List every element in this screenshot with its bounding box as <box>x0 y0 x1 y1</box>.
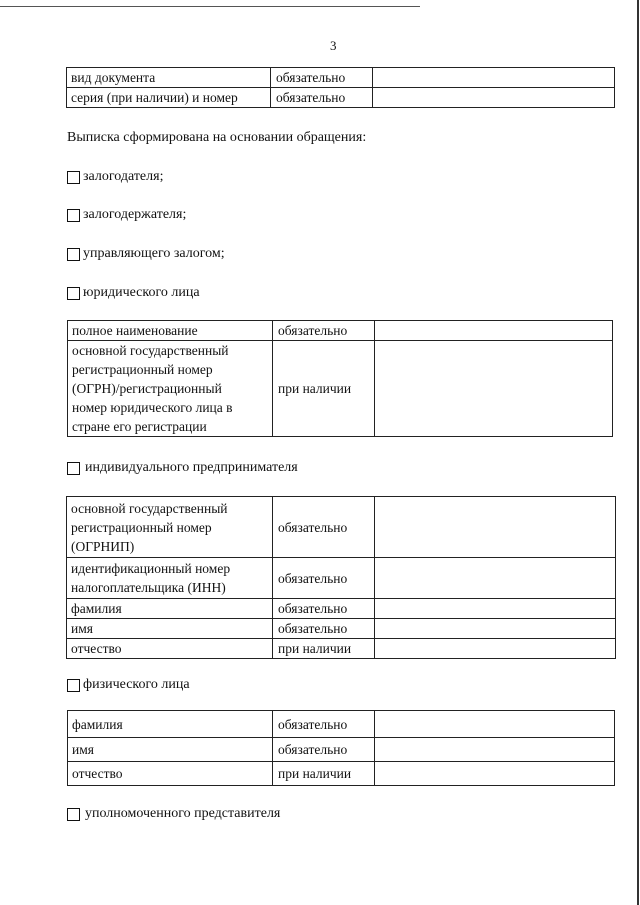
field-cell: серия (при наличии) и номер <box>67 88 271 108</box>
checkbox-pledgee[interactable] <box>67 209 80 222</box>
intro-paragraph: Выписка сформирована на основании обращения: <box>67 130 367 145</box>
field-cell: фамилия <box>68 711 273 738</box>
option-pledgor[interactable] <box>67 169 163 185</box>
table-row <box>68 738 615 762</box>
field-cell <box>67 558 273 599</box>
field-line: налогоплательщика (ИНН) <box>71 580 226 595</box>
option-label: управляющего залогом; <box>83 246 225 261</box>
option-label: юридического лица <box>83 285 200 300</box>
field-cell: вид документа <box>67 68 271 88</box>
requirement-cell: обязательно <box>273 599 375 619</box>
field-cell: полное наименование <box>68 321 273 341</box>
checkbox-pledgor[interactable] <box>67 171 80 184</box>
requirement-cell: обязательно <box>273 711 375 738</box>
option-label: залогодателя; <box>83 169 164 184</box>
checkbox-individual[interactable] <box>67 679 80 692</box>
table-row <box>67 619 616 639</box>
page-number: 3 <box>330 38 337 53</box>
requirement-cell: обязательно <box>273 558 375 599</box>
value-cell[interactable] <box>375 762 615 786</box>
value-cell[interactable] <box>375 738 615 762</box>
requirement-cell: обязательно <box>273 738 375 762</box>
option-entrepreneur[interactable] <box>67 460 298 476</box>
field-line: основной государственный <box>71 500 228 516</box>
table-row <box>68 762 615 786</box>
value-cell[interactable] <box>375 558 616 599</box>
requirement-cell: обязательно <box>271 68 373 88</box>
field-line: регистрационный номер <box>71 519 212 535</box>
option-label: физического лица <box>83 677 190 692</box>
value-cell[interactable] <box>373 68 615 88</box>
option-representative[interactable] <box>67 806 280 822</box>
requirement-cell: обязательно <box>273 619 375 639</box>
field-cell: отчество <box>67 639 273 659</box>
requirement-cell: обязательно <box>273 321 375 341</box>
option-label: индивидуального предпринимателя <box>85 460 298 475</box>
field-line: (ОГРНИП) <box>71 538 135 554</box>
requirement-cell: обязательно <box>273 497 375 558</box>
value-cell[interactable] <box>375 341 613 437</box>
value-cell[interactable] <box>375 639 616 659</box>
requirement-cell: при наличии <box>273 341 375 437</box>
option-pledgee[interactable] <box>67 207 186 223</box>
table-row <box>67 68 615 88</box>
value-cell[interactable] <box>375 711 615 738</box>
field-cell: отчество <box>68 762 273 786</box>
value-cell[interactable] <box>375 619 616 639</box>
value-cell[interactable] <box>375 321 613 341</box>
field-cell: фамилия <box>67 599 273 619</box>
table-row <box>67 497 616 558</box>
checkbox-entrepreneur[interactable] <box>67 462 80 475</box>
field-line: номер юридического лица в <box>72 400 233 415</box>
individual-table <box>67 710 615 786</box>
value-cell[interactable] <box>373 88 615 108</box>
option-pledge-manager[interactable] <box>67 246 225 262</box>
document-table <box>66 67 615 108</box>
entrepreneur-table <box>66 496 616 659</box>
requirement-cell: при наличии <box>273 639 375 659</box>
field-cell: имя <box>67 619 273 639</box>
field-line: идентификационный номер <box>71 561 231 576</box>
table-row <box>67 88 615 108</box>
checkbox-legal-entity[interactable] <box>67 287 80 300</box>
table-row <box>68 321 613 341</box>
field-line: стране его регистрации <box>72 419 207 434</box>
table-row <box>68 341 613 437</box>
table-row <box>67 599 616 619</box>
value-cell[interactable] <box>375 599 616 619</box>
option-individual[interactable] <box>67 677 190 693</box>
option-label: уполномоченного представителя <box>85 806 281 821</box>
table-row <box>67 639 616 659</box>
field-cell <box>68 341 273 437</box>
requirement-cell: обязательно <box>271 88 373 108</box>
field-cell: имя <box>68 738 273 762</box>
table-row <box>67 558 616 599</box>
field-line: основной государственный <box>72 343 229 358</box>
option-label: залогодержателя; <box>83 207 187 222</box>
legal-entity-table <box>67 320 613 437</box>
option-legal-entity[interactable] <box>67 285 200 301</box>
field-line: регистрационный номер <box>72 362 213 377</box>
right-scan-edge <box>637 0 639 905</box>
top-scan-edge <box>0 6 420 7</box>
requirement-cell: при наличии <box>273 762 375 786</box>
value-cell[interactable] <box>375 497 616 558</box>
table-row <box>68 711 615 738</box>
checkbox-representative[interactable] <box>67 808 80 821</box>
field-line: (ОГРН)/регистрационный <box>72 381 222 396</box>
checkbox-pledge-manager[interactable] <box>67 248 80 261</box>
field-cell <box>67 497 273 558</box>
